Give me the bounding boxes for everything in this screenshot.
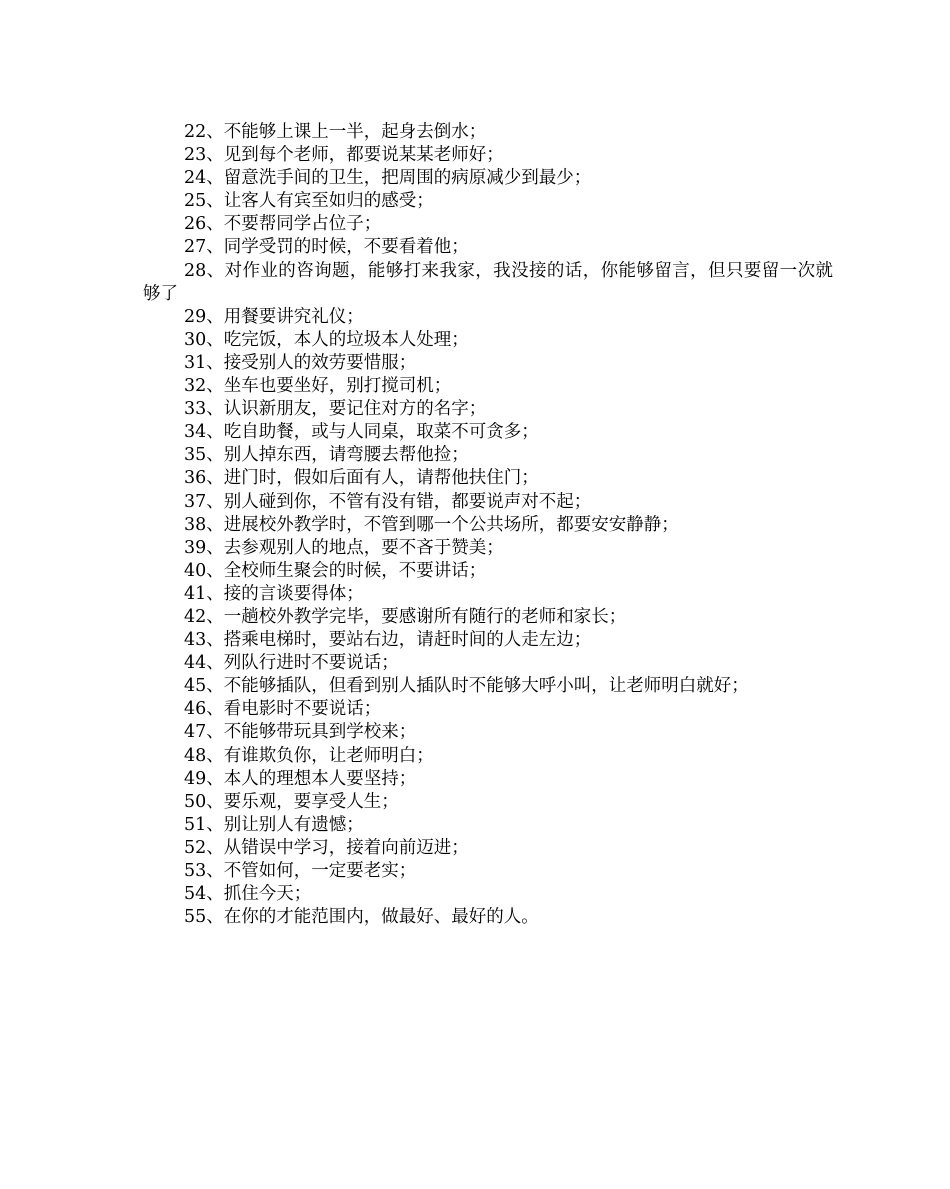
list-item: 44、列队行进时不要说话； <box>184 653 399 674</box>
list-item: 27、同学受罚的时候，不要看着他； <box>184 237 469 258</box>
list-item: 45、不能够插队，但看到别人插队时不能够大呼小叫，让老师明白就好； <box>184 676 749 697</box>
list-item: 47、不能够带玩具到学校来； <box>184 722 417 743</box>
list-item: 28、对作业的咨询题，能够打来我家，我没接的话，你能够留言，但只要留一次就够了 <box>143 260 833 304</box>
list-item: 40、全校师生聚会的时候，不要讲话； <box>184 560 487 581</box>
list-item: 38、进展校外教学时，不管到哪一个公共场所，都要安安静静； <box>184 514 679 535</box>
list-item: 48、有谁欺负你，让老师明白； <box>184 745 434 766</box>
list-item: 31、接受别人的效劳要惜服； <box>184 352 417 373</box>
document-body <box>143 121 833 929</box>
list-item: 54、抓住今天； <box>184 884 312 905</box>
list-item: 34、吃自助餐，或与人同桌，取菜不可贪多； <box>184 422 539 443</box>
list-item: 35、别人掉东西，请弯腰去帮他捡； <box>184 445 469 466</box>
list-item: 51、别让别人有遗憾； <box>184 814 364 835</box>
list-item: 36、进门时，假如后面有人，请帮他扶住门； <box>184 468 539 489</box>
list-item: 33、认识新朋友，要记住对方的名字； <box>184 399 487 420</box>
list-item: 25、让客人有宾至如归的感受； <box>184 191 434 212</box>
list-item: 46、看电影时不要说话； <box>184 699 382 720</box>
list-item: 32、坐车也要坐好，别打搅司机； <box>184 376 452 397</box>
list-item: 26、不要帮同学占位子； <box>184 214 382 235</box>
list-item: 52、从错误中学习，接着向前迈进； <box>184 837 469 858</box>
list-item: 42、一趟校外教学完毕，要感谢所有随行的老师和家长； <box>184 606 627 627</box>
list-item: 50、要乐观，要享受人生； <box>184 791 399 812</box>
list-item: 43、搭乘电梯时，要站右边，请赶时间的人走左边； <box>184 630 592 651</box>
list-item: 29、用餐要讲究礼仪； <box>184 306 364 327</box>
list-item: 22、不能够上课上一半，起身去倒水； <box>184 122 487 142</box>
list-item: 39、去参观别人的地点，要不吝于赞美； <box>184 537 504 558</box>
list-item: 55、在你的才能范围内，做最好、最好的人。 <box>184 907 539 928</box>
list-item: 37、别人碰到你，不管有没有错，都要说声对不起； <box>184 491 592 512</box>
list-item: 49、本人的理想本人要坚持； <box>184 768 417 789</box>
list-item: 23、见到每个老师，都要说某某老师好； <box>184 145 504 166</box>
list-item: 24、留意洗手间的卫生，把周围的病原减少到最少； <box>184 168 592 189</box>
list-item: 41、接的言谈要得体； <box>184 583 364 604</box>
list-item: 53、不管如何，一定要老实； <box>184 861 417 881</box>
list-item: 30、吃完饭，本人的垃圾本人处理； <box>184 329 469 350</box>
